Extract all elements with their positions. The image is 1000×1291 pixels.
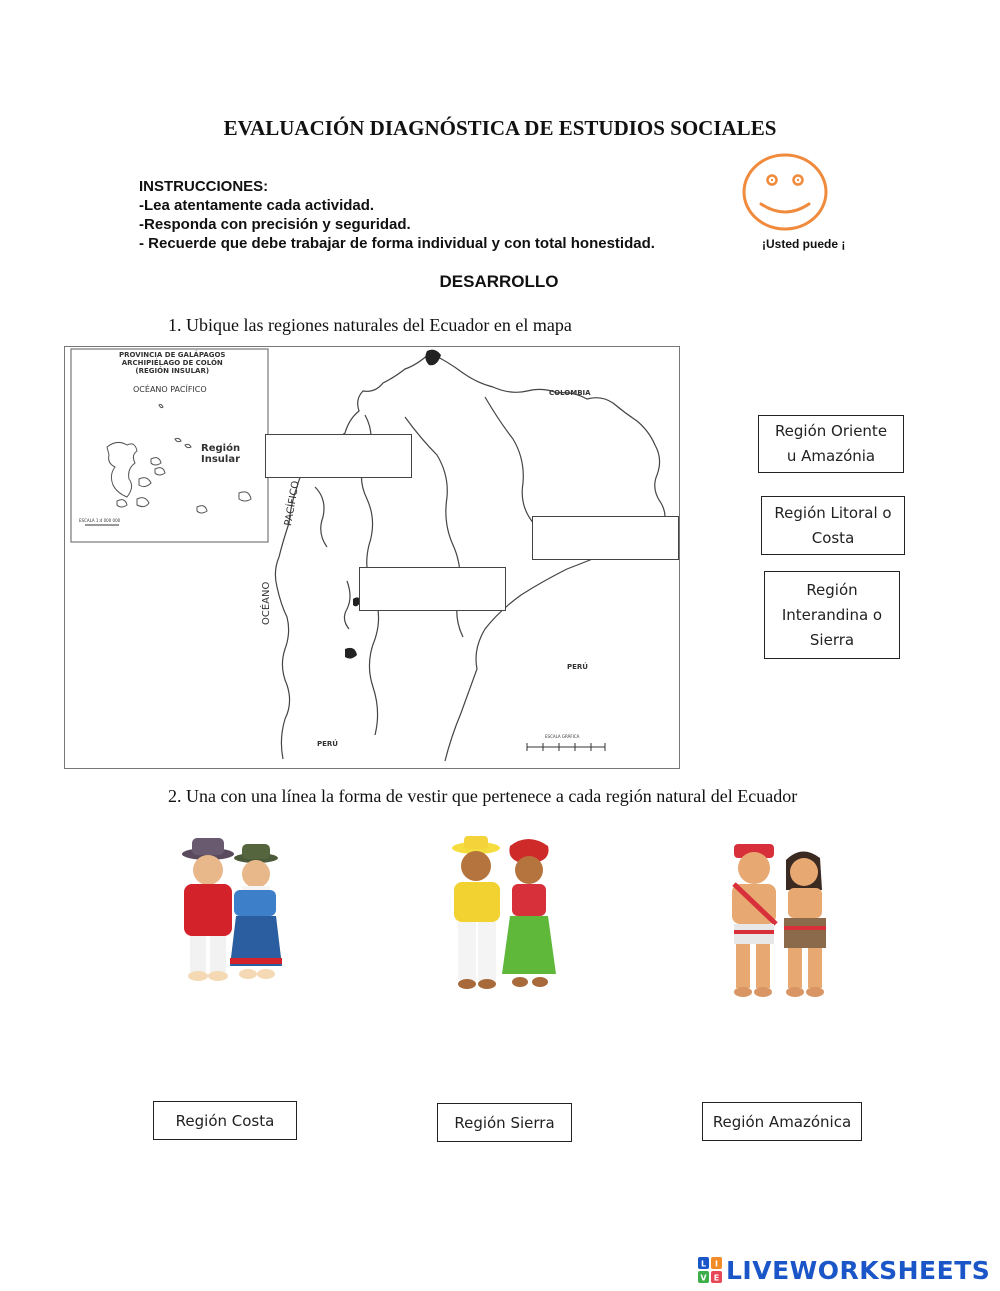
instruction-line: - Recuerde que debe trabajar de forma individual y con total honestidad. <box>139 235 655 252</box>
oceano-pacifico-label: OCÉANO PACÍFICO <box>133 385 207 394</box>
peru-east-label: PERÚ <box>567 663 588 671</box>
drop-box-insular[interactable] <box>265 434 412 478</box>
region-insular-label: Región <box>201 443 241 454</box>
question-2: 2. Una con una línea la forma de vestir que pertenece a cada región natural del Ecuador <box>168 786 798 806</box>
instruction-line: -Responda con precisión y seguridad. <box>139 216 411 233</box>
region-label-line: Costa <box>811 528 855 547</box>
liveworksheets-wordmark: LIVEWORKSHEETS <box>726 1255 991 1285</box>
region-insular-label: Insular <box>201 454 241 465</box>
sierra-couple-illustration[interactable] <box>172 836 292 988</box>
region-label-sierra[interactable] <box>764 571 900 659</box>
liveworksheets-logo <box>698 1254 990 1286</box>
galapagos-title-line: ARCHIPIÉLAGO DE COLÓN <box>121 359 223 367</box>
instruction-line: -Lea atentamente cada actividad. <box>139 197 375 214</box>
region-label-oriente[interactable] <box>758 415 904 473</box>
badge-letter: I <box>715 1259 718 1269</box>
costa-couple-illustration[interactable] <box>444 834 564 998</box>
region-label-line: u Amazónia <box>786 447 876 465</box>
galapagos-title-line: (REGIÓN INSULAR) <box>135 367 210 375</box>
badge-letter: E <box>713 1273 720 1283</box>
badge-letter: V <box>700 1273 707 1283</box>
colombia-label: COLOMBIA <box>549 389 591 397</box>
pacifico-vertical-label: PACÍFICO <box>283 480 302 527</box>
smiley-face-icon <box>741 152 829 232</box>
instructions-block <box>139 177 655 253</box>
oceano-vertical-label: OCÉANO <box>261 581 272 625</box>
smiley-caption: ¡Usted puede ¡ <box>762 237 846 251</box>
region-amazonica-button[interactable]: Región Amazónica <box>702 1102 862 1141</box>
amazonia-couple-illustration[interactable] <box>716 838 840 1002</box>
region-label-line: Sierra <box>809 630 855 649</box>
ecuador-map <box>64 346 680 769</box>
badge-letter: L <box>700 1259 707 1269</box>
region-label-line: Región <box>806 580 858 599</box>
galapagos-scale-label: ESCALA 1:4 000 000 <box>79 518 121 523</box>
region-label-line: Interandina o <box>781 605 883 624</box>
instructions-heading: INSTRUCCIONES: <box>139 178 269 195</box>
drop-box-sierra[interactable] <box>359 567 506 611</box>
galapagos-title-line: PROVINCIA DE GALÁPAGOS <box>119 351 226 359</box>
region-label-costa[interactable] <box>761 496 905 555</box>
liveworksheets-badge-icon <box>698 1257 722 1283</box>
page-title: EVALUACIÓN DIAGNÓSTICA DE ESTUDIOS SOCIALES <box>223 116 777 140</box>
region-label-line: Región Oriente <box>774 422 888 440</box>
region-costa-button[interactable]: Región Costa <box>153 1101 297 1140</box>
section-heading: DESARROLLO <box>439 272 559 291</box>
peru-south-label: PERÚ <box>317 740 338 748</box>
drop-box-oriente[interactable] <box>532 516 679 560</box>
escala-grafica-label: ESCALA GRÁFICA <box>545 734 580 739</box>
region-sierra-button[interactable]: Región Sierra <box>437 1103 572 1142</box>
question-1: 1. Ubique las regiones naturales del Ecuador en el mapa <box>168 315 572 335</box>
region-label-line: Región Litoral o <box>774 503 892 522</box>
